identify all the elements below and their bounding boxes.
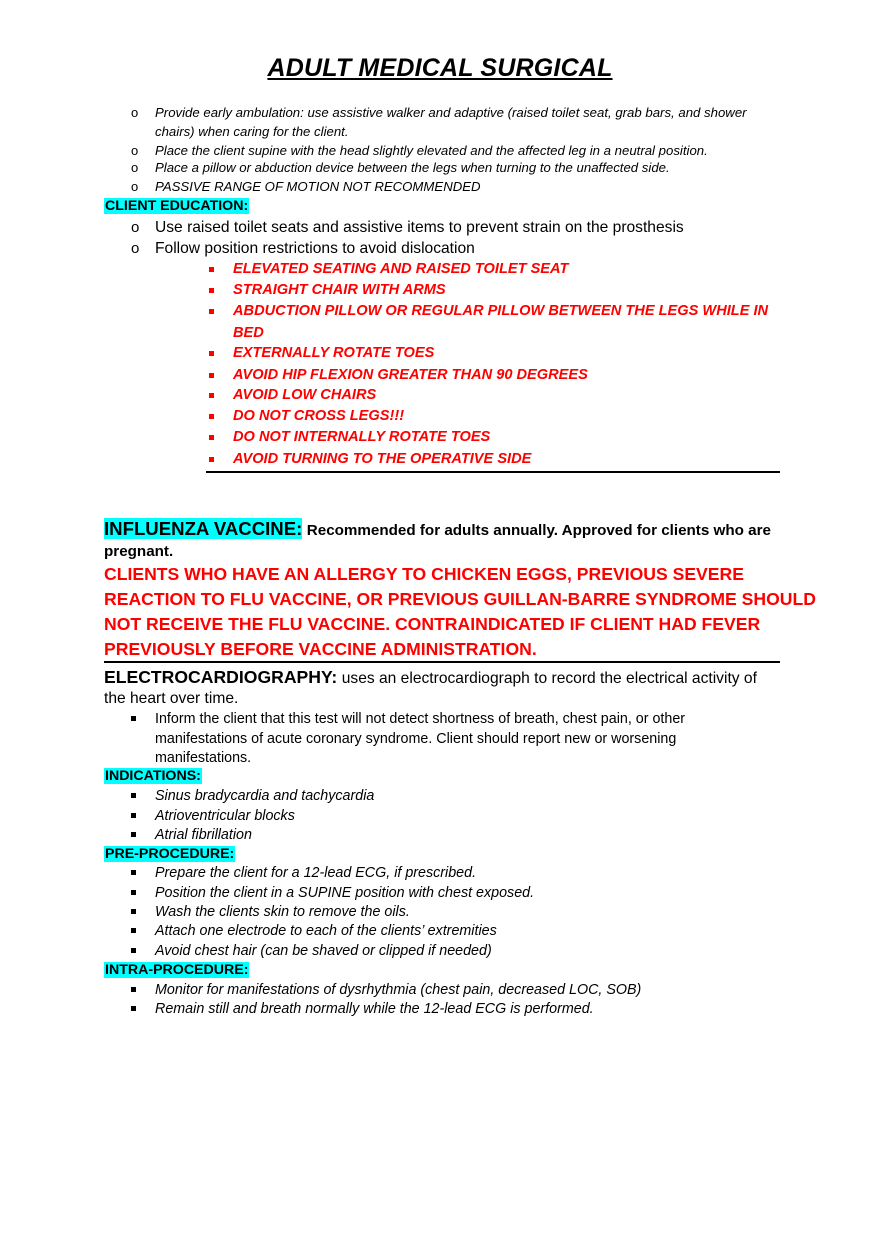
indication-item: Sinus bradycardia and tachycardia [155, 788, 375, 804]
square-bullet-icon [209, 351, 214, 356]
indication-item: Atrioventricular blocks [155, 808, 295, 824]
square-bullet-icon [209, 288, 214, 293]
ecg-heading: ELECTROCARDIOGRAPHY: [104, 667, 338, 687]
square-bullet-icon [209, 267, 214, 272]
square-bullet-icon [209, 414, 214, 419]
square-bullet-icon [131, 1006, 136, 1011]
list-item: Follow position restrictions to avoid dislocation [155, 240, 475, 257]
list-item: Use raised toilet seats and assistive items to prevent strain on the prosthesis [155, 219, 684, 236]
pre-procedure-item: Avoid chest hair (can be shaved or clipped if needed) [155, 943, 492, 959]
circle-bullet-icon: o [131, 179, 139, 194]
section-divider [206, 471, 780, 473]
square-bullet-icon [131, 928, 136, 933]
restriction-item: EXTERNALLY ROTATE TOES [233, 345, 435, 361]
square-bullet-icon [131, 987, 136, 992]
restriction-item-continuation: BED [233, 325, 264, 341]
list-item-continuation: chairs) when caring for the client. [155, 124, 349, 139]
ecg-note-line: manifestations of acute coronary syndrome. Client should report new or worsening [155, 731, 677, 747]
square-bullet-icon [209, 435, 214, 440]
restriction-item: DO NOT INTERNALLY ROTATE TOES [233, 429, 491, 445]
influenza-warning-line: PREVIOUSLY BEFORE VACCINE ADMINISTRATION. [104, 639, 537, 659]
restriction-item: DO NOT CROSS LEGS!!! [233, 408, 405, 424]
restriction-item: ABDUCTION PILLOW OR REGULAR PILLOW BETWEEN THE LEGS WHILE IN [233, 303, 769, 319]
influenza-text: Recommended for adults annually. Approved for clients who are [306, 522, 771, 539]
pre-procedure-item: Position the client in a SUPINE position with chest exposed. [155, 885, 535, 901]
restriction-item: ELEVATED SEATING AND RAISED TOILET SEAT [233, 261, 569, 277]
restriction-item: AVOID HIP FLEXION GREATER THAN 90 DEGREES [233, 367, 588, 383]
ecg-text: uses an electrocardiograph to record the electrical activity of [341, 670, 757, 687]
pre-procedure-item: Wash the clients skin to remove the oils. [155, 904, 410, 920]
circle-bullet-icon: o [131, 143, 139, 158]
circle-bullet-icon: o [131, 219, 140, 236]
pre-procedure-item: Prepare the client for a 12-lead ECG, if prescribed. [155, 865, 477, 881]
influenza-warning-line: CLIENTS WHO HAVE AN ALLERGY TO CHICKEN EGGS, PREVIOUS SEVERE [104, 564, 744, 584]
list-item: Place the client supine with the head slightly elevated and the affected leg in a neutral position. [155, 143, 708, 158]
ecg-note-line: manifestations. [155, 750, 252, 766]
ecg-line [104, 667, 757, 688]
client-education-heading: CLIENT EDUCATION: [105, 198, 249, 214]
square-bullet-icon [131, 870, 136, 875]
influenza-line [104, 518, 771, 540]
ecg-text-continuation: the heart over time. [104, 690, 239, 707]
square-bullet-icon [209, 393, 214, 398]
square-bullet-icon [131, 716, 136, 721]
circle-bullet-icon: o [131, 240, 140, 257]
list-item: PASSIVE RANGE OF MOTION NOT RECOMMENDED [155, 179, 481, 194]
ecg-note-line: Inform the client that this test will not detect shortness of breath, chest pain, or other [155, 711, 686, 727]
restriction-item: AVOID LOW CHAIRS [233, 387, 377, 403]
restriction-item: AVOID TURNING TO THE OPERATIVE SIDE [233, 451, 532, 467]
circle-bullet-icon: o [131, 160, 139, 175]
square-bullet-icon [131, 813, 136, 818]
circle-bullet-icon: o [131, 105, 139, 120]
list-item: Place a pillow or abduction device between the legs when turning to the unaffected side. [155, 160, 670, 175]
pre-procedure-heading: PRE-PROCEDURE: [105, 846, 235, 862]
square-bullet-icon [209, 309, 214, 314]
square-bullet-icon [131, 832, 136, 837]
restriction-item: STRAIGHT CHAIR WITH ARMS [233, 282, 446, 298]
section-divider [104, 661, 780, 663]
pre-procedure-item: Attach one electrode to each of the clients’ extremities [155, 923, 497, 939]
intra-procedure-item: Monitor for manifestations of dysrhythmia (chest pain, decreased LOC, SOB) [155, 982, 642, 998]
influenza-warning-line: NOT RECEIVE THE FLU VACCINE. CONTRAINDICATED IF CLIENT HAD FEVER [104, 614, 761, 634]
intra-procedure-heading: INTRA-PROCEDURE: [105, 962, 249, 978]
square-bullet-icon [131, 909, 136, 914]
indications-heading: INDICATIONS: [105, 768, 201, 784]
indication-item: Atrial fibrillation [155, 827, 252, 843]
intra-procedure-item: Remain still and breath normally while the 12-lead ECG is performed. [155, 1001, 594, 1017]
square-bullet-icon [209, 373, 214, 378]
influenza-warning-line: REACTION TO FLU VACCINE, OR PREVIOUS GUILLAN-BARRE SYNDROME SHOULD [104, 589, 816, 609]
square-bullet-icon [131, 793, 136, 798]
influenza-text-continuation: pregnant. [104, 543, 174, 560]
square-bullet-icon [131, 948, 136, 953]
square-bullet-icon [209, 457, 214, 462]
square-bullet-icon [131, 890, 136, 895]
list-item: Provide early ambulation: use assistive walker and adaptive (raised toilet seat, grab bars, and shower [155, 105, 747, 120]
page-title: ADULT MEDICAL SURGICAL [267, 54, 613, 82]
influenza-heading: INFLUENZA VACCINE: [104, 518, 303, 539]
